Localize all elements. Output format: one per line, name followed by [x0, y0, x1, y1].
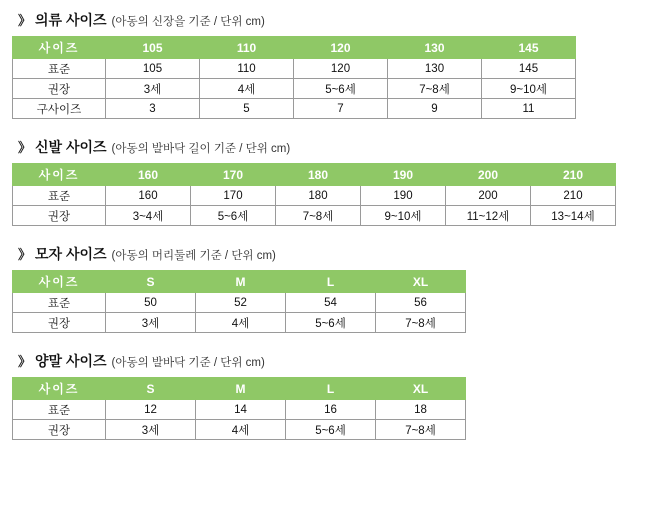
row-value-cell: 5~6세	[286, 420, 376, 440]
header-size-cell: 110	[200, 37, 294, 59]
table-row	[13, 99, 576, 119]
header-size-cell: 180	[276, 164, 361, 186]
row-value-cell: 145	[482, 59, 576, 79]
header-label-cell: 사이즈	[13, 164, 106, 186]
row-value-cell: 105	[106, 59, 200, 79]
size-section-hat	[12, 244, 646, 333]
size-section-clothes	[12, 10, 646, 119]
header-size-cell: 160	[106, 164, 191, 186]
table-row	[13, 400, 466, 420]
row-label-cell: 권장	[13, 420, 106, 440]
row-label-cell: 권장	[13, 79, 106, 99]
row-value-cell: 210	[531, 186, 616, 206]
row-label-cell: 권장	[13, 313, 106, 333]
row-value-cell: 160	[106, 186, 191, 206]
row-value-cell: 7	[294, 99, 388, 119]
row-label-cell: 표준	[13, 400, 106, 420]
row-value-cell: 180	[276, 186, 361, 206]
row-value-cell: 3~4세	[106, 206, 191, 226]
row-value-cell: 4세	[196, 313, 286, 333]
row-value-cell: 110	[200, 59, 294, 79]
row-value-cell: 14	[196, 400, 286, 420]
row-value-cell: 56	[376, 293, 466, 313]
section-subtitle: (아동의 신장을 기준 / 단위 cm)	[111, 16, 265, 28]
header-size-cell: S	[106, 271, 196, 293]
row-value-cell: 9	[388, 99, 482, 119]
table-header-row	[13, 378, 466, 400]
table-row	[13, 186, 616, 206]
row-value-cell: 3세	[106, 313, 196, 333]
header-size-cell: 190	[361, 164, 446, 186]
row-value-cell: 7~8세	[376, 420, 466, 440]
section-heading-shoes	[18, 137, 646, 157]
row-value-cell: 3세	[106, 79, 200, 99]
table-row	[13, 59, 576, 79]
header-size-cell: 145	[482, 37, 576, 59]
row-label-cell: 권장	[13, 206, 106, 226]
row-value-cell: 50	[106, 293, 196, 313]
row-value-cell: 4세	[200, 79, 294, 99]
section-title: 의류 사이즈	[35, 12, 107, 28]
row-value-cell: 120	[294, 59, 388, 79]
row-value-cell: 13~14세	[531, 206, 616, 226]
row-value-cell: 11~12세	[446, 206, 531, 226]
row-value-cell: 16	[286, 400, 376, 420]
double-chevron-icon: 》	[18, 354, 31, 369]
row-value-cell: 5~6세	[286, 313, 376, 333]
header-size-cell: 170	[191, 164, 276, 186]
header-size-cell: S	[106, 378, 196, 400]
size-table-shoes	[12, 163, 616, 226]
section-subtitle: (아동의 발바닥 길이 기준 / 단위 cm)	[111, 143, 291, 155]
row-value-cell: 5~6세	[191, 206, 276, 226]
size-table-clothes	[12, 36, 576, 119]
section-subtitle: (아동의 발바닥 기준 / 단위 cm)	[111, 357, 265, 369]
row-value-cell: 52	[196, 293, 286, 313]
row-value-cell: 3세	[106, 420, 196, 440]
double-chevron-icon: 》	[18, 247, 31, 262]
size-table-hat	[12, 270, 466, 333]
section-title: 신발 사이즈	[35, 139, 107, 155]
size-section-shoes	[12, 137, 646, 226]
row-label-cell: 구사이즈	[13, 99, 106, 119]
header-label-cell: 사이즈	[13, 271, 106, 293]
table-header-row	[13, 164, 616, 186]
row-value-cell: 54	[286, 293, 376, 313]
header-size-cell: XL	[376, 271, 466, 293]
row-value-cell: 130	[388, 59, 482, 79]
table-row	[13, 293, 466, 313]
table-row	[13, 420, 466, 440]
header-size-cell: 130	[388, 37, 482, 59]
header-size-cell: M	[196, 378, 286, 400]
double-chevron-icon: 》	[18, 140, 31, 155]
row-value-cell: 9~10세	[361, 206, 446, 226]
size-section-socks	[12, 351, 646, 440]
row-label-cell: 표준	[13, 293, 106, 313]
size-sections	[12, 10, 646, 440]
table-row	[13, 206, 616, 226]
header-size-cell: L	[286, 378, 376, 400]
row-value-cell: 7~8세	[276, 206, 361, 226]
row-label-cell: 표준	[13, 186, 106, 206]
header-size-cell: L	[286, 271, 376, 293]
section-title: 모자 사이즈	[35, 246, 107, 262]
row-value-cell: 5	[200, 99, 294, 119]
size-table-socks	[12, 377, 466, 440]
row-value-cell: 9~10세	[482, 79, 576, 99]
header-size-cell: M	[196, 271, 286, 293]
header-label-cell: 사이즈	[13, 37, 106, 59]
header-label-cell: 사이즈	[13, 378, 106, 400]
row-value-cell: 12	[106, 400, 196, 420]
table-row	[13, 313, 466, 333]
row-value-cell: 190	[361, 186, 446, 206]
row-value-cell: 5~6세	[294, 79, 388, 99]
row-value-cell: 7~8세	[388, 79, 482, 99]
section-heading-hat	[18, 244, 646, 264]
section-subtitle: (아동의 머리둘레 기준 / 단위 cm)	[111, 250, 276, 262]
row-value-cell: 11	[482, 99, 576, 119]
header-size-cell: 105	[106, 37, 200, 59]
row-value-cell: 18	[376, 400, 466, 420]
section-heading-clothes	[18, 10, 646, 30]
row-value-cell: 200	[446, 186, 531, 206]
header-size-cell: XL	[376, 378, 466, 400]
table-header-row	[13, 271, 466, 293]
section-title: 양말 사이즈	[35, 353, 107, 369]
row-value-cell: 170	[191, 186, 276, 206]
header-size-cell: 210	[531, 164, 616, 186]
row-value-cell: 7~8세	[376, 313, 466, 333]
double-chevron-icon: 》	[18, 13, 31, 28]
header-size-cell: 120	[294, 37, 388, 59]
header-size-cell: 200	[446, 164, 531, 186]
table-row	[13, 79, 576, 99]
row-value-cell: 4세	[196, 420, 286, 440]
row-label-cell: 표준	[13, 59, 106, 79]
row-value-cell: 3	[106, 99, 200, 119]
table-header-row	[13, 37, 576, 59]
section-heading-socks	[18, 351, 646, 371]
